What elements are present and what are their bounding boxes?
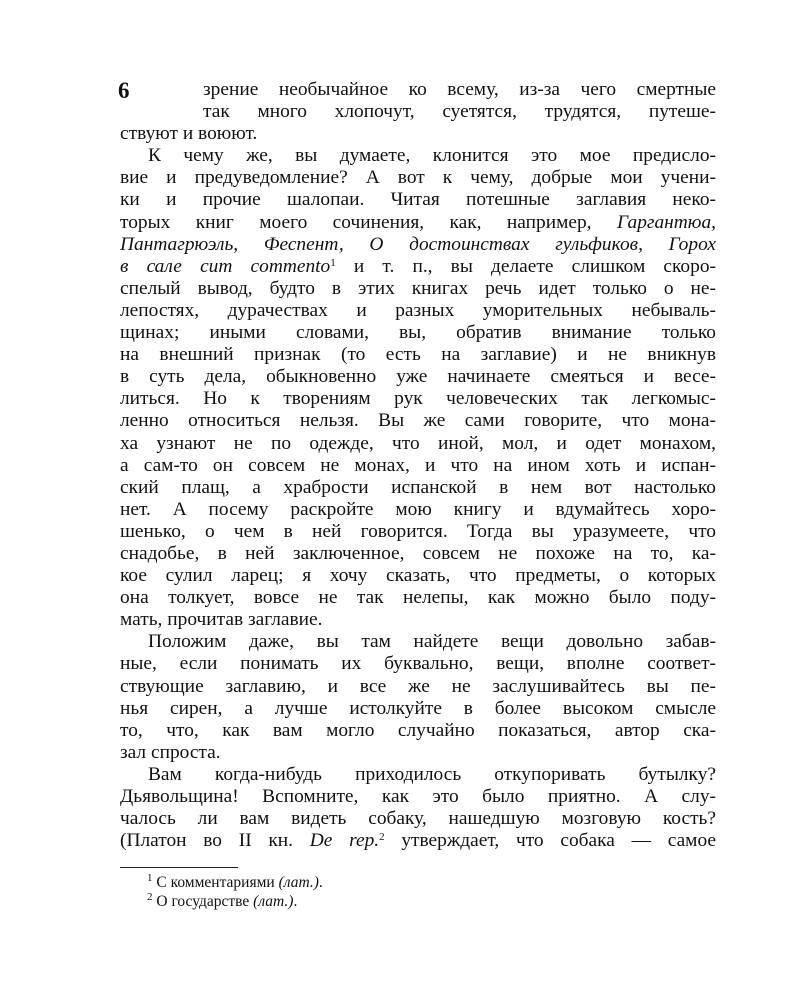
line-text: зрение необычайное ко всему, из-за чего смертные (203, 79, 716, 100)
line-text: Положим даже, вы там найдете вещи довольно забав- (148, 631, 716, 653)
text-line (120, 278, 716, 300)
line-text: нья сирен, а лучше истолкуйте в более высоком смысле (120, 697, 716, 719)
line-text: мать, прочитав заглавие. (120, 609, 323, 631)
line-text: зал спроста. (120, 741, 221, 763)
text-line (120, 830, 716, 852)
footnote-text: О государстве (152, 893, 254, 910)
text-line (120, 609, 716, 631)
text-line (120, 189, 716, 211)
footnote-mark: 1 (147, 872, 153, 884)
line-text: она толкует, вовсе не так нелепы, как можно было поду- (120, 587, 716, 609)
line-text: ский плащ, а храбрости испанской в нем вот настолько (120, 476, 716, 498)
footnote-end: . (318, 874, 323, 891)
footnote-end: . (293, 893, 298, 910)
line-text: нет. А посему раскройте мою книгу и вдумайтесь хоро- (120, 498, 716, 520)
body-text (120, 79, 716, 852)
footnote-ref: 1 (330, 256, 336, 269)
line-text: Вам когда-нибудь приходилось откупоривать бутылку? (148, 763, 716, 785)
text-line (120, 477, 716, 499)
footnote-lang: (лат.) (278, 874, 319, 891)
text-line (120, 808, 716, 830)
text-line (120, 167, 716, 189)
line-text: литься. Но к творениям рук человеческих так легкомыс- (120, 388, 716, 410)
text-line (120, 764, 716, 786)
line-text: так много хлопочут, суетятся, трудятся, путеше- (203, 101, 716, 123)
text-line (120, 366, 716, 388)
footnote-separator (120, 867, 238, 868)
page-number: 6 (118, 78, 130, 103)
line-text: торых книг моего сочинения, как, например, (120, 211, 617, 233)
text-line (120, 521, 716, 543)
text-line (120, 410, 716, 432)
line-text: ленно относиться нельзя. Вы же сами говорите, что мона- (120, 410, 716, 432)
line-text: ха узнают не по одежде, что иной, мол, и одет монахом, (120, 432, 716, 454)
line-text: снадобье, в ней заключенное, совсем не похоже на то, ка- (120, 542, 716, 564)
footnote-mark: 2 (147, 891, 153, 903)
footnote-ref: 2 (379, 831, 385, 844)
line-text-tail: и т. п., вы делаете слишком скоро- (335, 255, 716, 277)
text-line (120, 322, 716, 344)
footnote-text: С комментариями (152, 874, 279, 891)
line-text: а сам-то он совсем не монах, и что на ином хоть и испан- (120, 454, 716, 476)
text-line (120, 676, 716, 698)
line-text: щинах; иными словами, вы, обратив внимание только (120, 322, 716, 344)
text-line (120, 145, 716, 167)
text-line (120, 499, 716, 521)
line-text: вие и предуведомление? А вот к чему, добрые мои учени- (120, 167, 716, 189)
text-line (120, 455, 716, 477)
line-text: К чему же, вы думаете, клонится это мое предисло- (148, 145, 716, 167)
line-text: кое сулил ларец; я хочу сказать, что предметы, о которых (120, 565, 716, 587)
footnote-lang: (лат.) (253, 893, 294, 910)
text-line (120, 79, 716, 101)
text-line (120, 698, 716, 720)
text-line (120, 256, 716, 278)
footnote (147, 892, 323, 911)
line-text: лепостях, дурачествах и разных уморительных небываль- (120, 299, 716, 321)
text-line (120, 786, 716, 808)
line-text: то, что, как вам могло случайно показаться, автор ска- (120, 719, 716, 741)
text-line (120, 742, 716, 764)
text-line (120, 433, 716, 455)
line-text: шенько, о чем в ней говорится. Тогда вы уразумеете, что (120, 520, 716, 542)
text-line (120, 653, 716, 675)
text-line (120, 720, 716, 742)
italic-title: в сале cum commento (120, 255, 331, 277)
text-line (120, 587, 716, 609)
italic-title: De rep. (309, 830, 380, 852)
line-text: ствуют и воюют. (120, 123, 258, 145)
footnotes (147, 873, 323, 911)
text-line (120, 543, 716, 565)
text-line (120, 631, 716, 653)
text-line (120, 234, 716, 256)
line-text: ные, если понимать их буквально, вещи, вполне соответ- (120, 653, 716, 675)
text-line (120, 565, 716, 587)
text-line (120, 123, 716, 145)
text-line (120, 344, 716, 366)
line-text: чалось ли вам видеть собаку, нашедшую мозговую кость? (120, 808, 716, 830)
line-text: ки и прочие шалопаи. Читая потешные заглавия неко- (120, 189, 716, 211)
text-line (120, 300, 716, 322)
text-line (120, 101, 716, 123)
text-line (120, 212, 716, 234)
italic-title: Пантагрюэль, Феспент, О достоинствах гульфиков, Горох (120, 233, 716, 255)
text-line (120, 388, 716, 410)
line-text-tail: утверждает, что собака — самое (384, 830, 716, 852)
line-text: Дьявольщина! Вспомните, как это было приятно. А слу- (120, 786, 716, 807)
line-text: на внешний признак (то есть на заглавие) и не вникнув (120, 344, 716, 366)
line-text: (Платон во II кн. (120, 830, 310, 852)
line-text: спелый вывод, будто в этих книгах речь идет только о не- (120, 277, 716, 299)
line-text: ствующие заглавию, и все же не заслушивайтесь вы пе- (120, 675, 716, 697)
line-text: в суть дела, обыкновенно уже начинаете смеяться и весе- (120, 366, 716, 388)
footnote (147, 873, 323, 892)
italic-title: Гаргантюа, (616, 211, 716, 233)
